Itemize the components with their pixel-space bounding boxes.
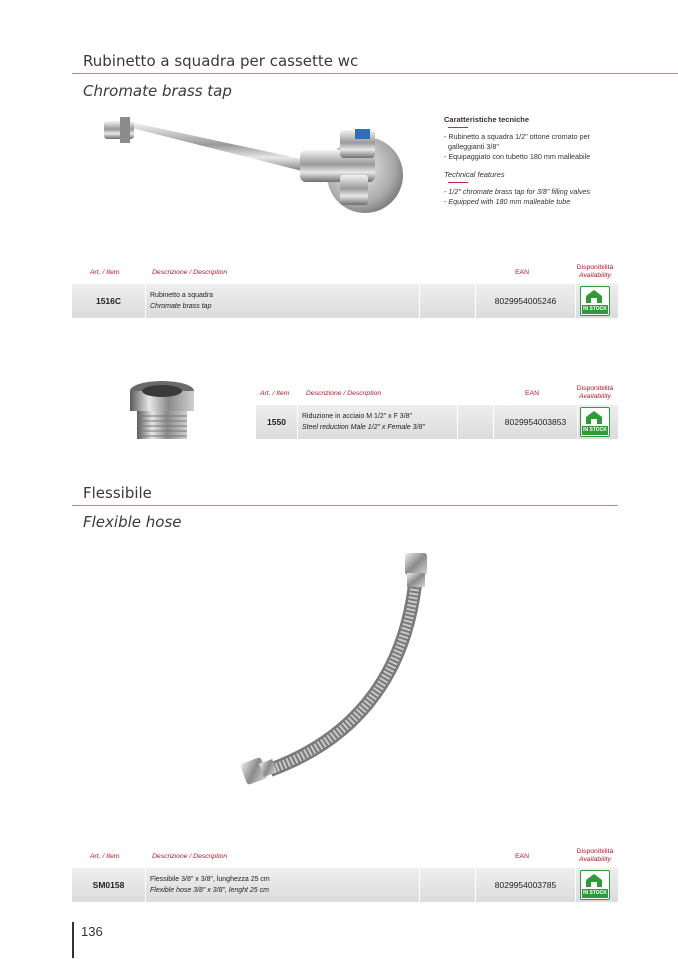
availability-en: Availability [579,272,611,279]
warehouse-icon [581,288,608,305]
stock-label: IN STOCK [583,427,607,433]
in-stock-badge [580,286,610,316]
features-heading-en: Technical features [444,170,505,179]
section-subtitle: Chromate brass tap [83,82,232,100]
warehouse-icon [581,872,608,889]
header-item: Art. / Item [90,853,120,860]
page-number: 136 [81,924,103,939]
availability-it: Disponibilità [576,264,614,271]
header-availability [572,264,618,280]
header-availability [572,848,618,864]
header-description: Descrizione / Description [306,390,382,397]
description-it: Flessibile 3/8" x 3/8", lunghezza 25 cm [150,876,270,883]
ean-code: 8029954003853 [494,405,578,439]
header-item: Art. / Item [260,390,290,397]
table-row [256,405,618,439]
header-description: Descrizione / Description [152,269,228,276]
description-it: Riduzione in acciaio M 1/2" x F 3/8" [302,413,413,420]
availability-en: Availability [579,393,611,400]
features-heading-it: Caratteristiche tecniche [444,115,530,124]
item-code: 1550 [256,405,298,439]
availability-it: Disponibilità [576,385,614,392]
availability-en: Availability [579,856,611,863]
empty-cell [420,284,476,318]
description-en: Flexible hose 3/8" x 3/8", lenght 25 cm [150,887,269,894]
features-underline [448,127,468,128]
header-ean: EAN [515,853,529,860]
header-description: Descrizione / Description [152,853,228,860]
item-code: 1516C [72,284,146,318]
ean-code: 8029954005246 [476,284,576,318]
ean-code: 8029954003785 [476,868,576,902]
availability-it: Disponibilità [576,848,614,855]
section-subtitle: Flexible hose [83,513,182,531]
feature-item: - Equipped with 180 mm malleable tube [444,197,571,206]
brass-tap-image [100,105,410,215]
header-availability [572,385,618,401]
section-title: Flessibile [83,484,152,502]
empty-cell [420,868,476,902]
page-number-bar [72,922,74,958]
feature-item: galleggianti 3/8" [448,142,499,151]
table-row [72,868,618,902]
item-code: SM0158 [72,868,146,902]
warehouse-icon [581,409,608,426]
description-it: Rubinetto a squadra [150,292,214,299]
header-ean: EAN [525,390,539,397]
table-row [72,284,618,318]
item-description [298,405,458,439]
description-en: Chromate brass tap [150,303,212,310]
description-en: Steel reduction Male 1/2" x Female 3/8" [302,424,425,431]
stock-label: IN STOCK [583,890,607,896]
in-stock-badge [580,870,610,900]
empty-cell [458,405,494,439]
section-title: Rubinetto a squadra per cassette wc [83,52,359,70]
header-ean: EAN [515,269,529,276]
steel-reduction-image [125,378,200,448]
flexible-hose-image [235,545,465,795]
section-divider [72,73,678,74]
feature-item: - Rubinetto a squadra 1/2" ottone cromato per [444,132,590,141]
in-stock-badge [580,407,610,437]
header-item: Art. / Item [90,269,120,276]
section-divider [72,505,618,506]
technical-features [444,115,644,207]
stock-label: IN STOCK [583,306,607,312]
feature-item: - 1/2" chromate brass tap for 3/8" filling valves [444,187,591,196]
item-description [146,284,420,318]
feature-item: - Equipaggiato con tubetto 180 mm malleabile [444,152,591,161]
features-underline [448,182,468,183]
item-description [146,868,420,902]
